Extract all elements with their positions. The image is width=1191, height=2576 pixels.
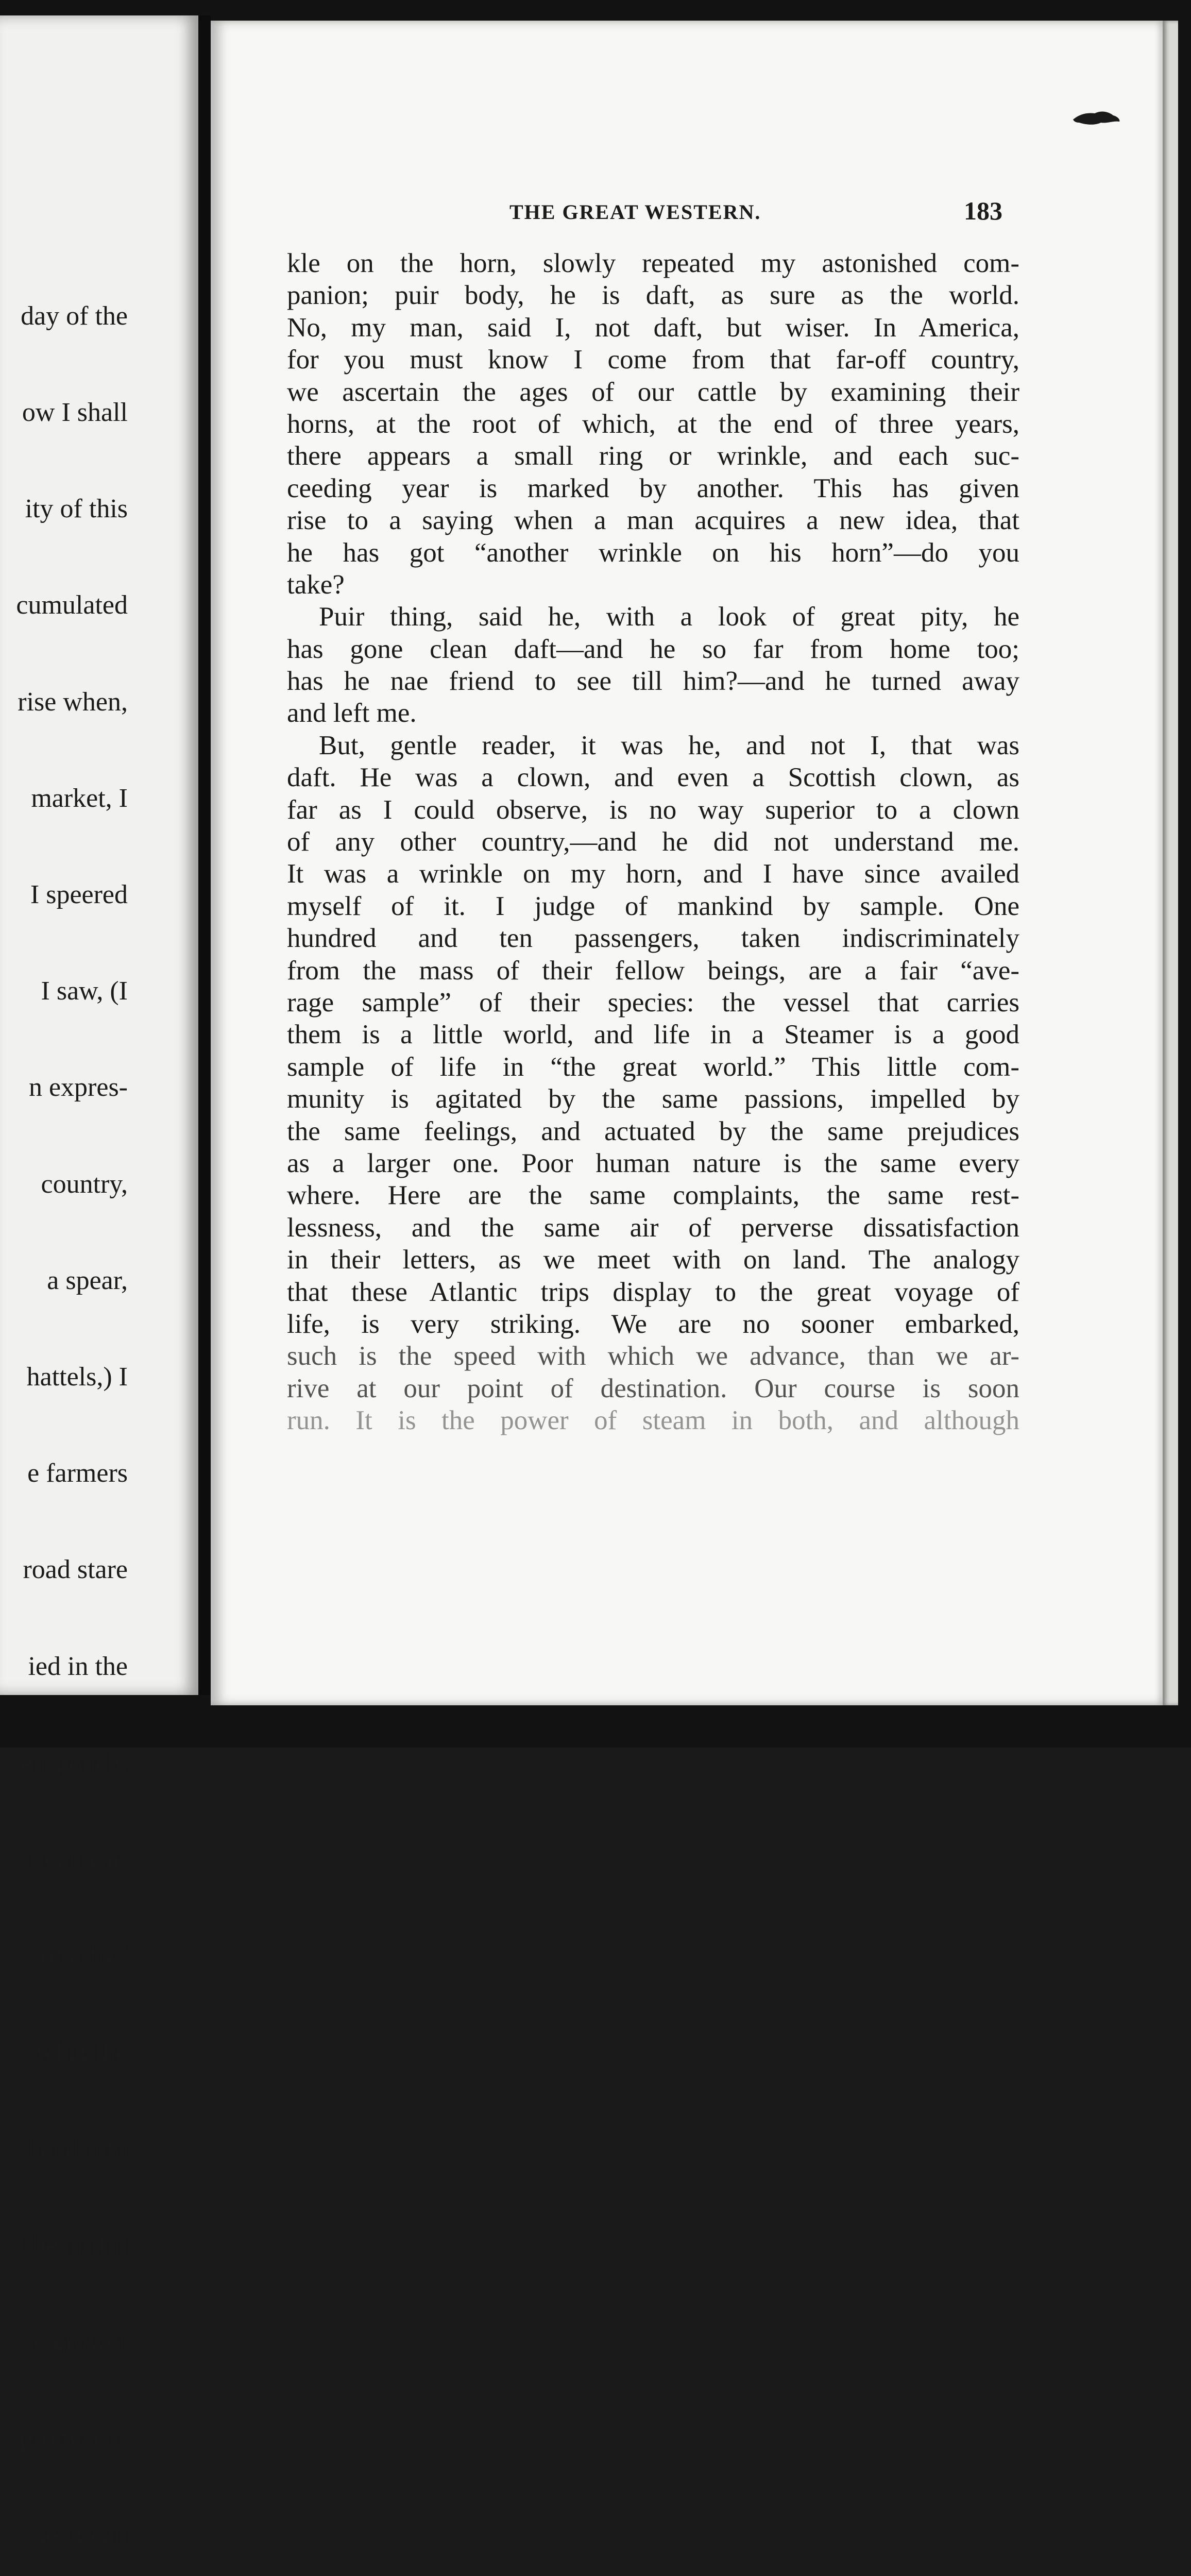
- text-line: kle on the horn, slowly repeated my astonished com-: [287, 248, 1019, 278]
- book-page: [211, 21, 1163, 1705]
- text-line: the same feelings, and actuated by the same prejudices: [287, 1116, 1019, 1146]
- facing-line: I saw, (I: [41, 976, 128, 1006]
- facing-line: hattels,) I: [26, 1362, 128, 1392]
- page-body: [287, 247, 1019, 1436]
- text-line: and left me.: [287, 698, 417, 728]
- facing-line: hand into: [27, 2133, 128, 2163]
- facing-page: [0, 15, 198, 2549]
- text-line: daft. He was a clown, and even a Scottish clown, as: [287, 762, 1019, 793]
- text-line: as a larger one. Poor human nature is the same every: [287, 1148, 1019, 1178]
- text-line: sample of life in “the great world.” This little com-: [287, 1052, 1019, 1082]
- text-line: he has got “another wrinkle on his horn”—do you: [287, 537, 1019, 568]
- text-line: lessness, and the same air of perverse dissatisfaction: [287, 1212, 1019, 1243]
- text-line: them is a little world, and life in a Steamer is a good: [287, 1020, 1019, 1050]
- text-line: myself of it. I judge of mankind by sample. One: [287, 891, 1019, 921]
- text-line: Puir thing, said he, with a look of great pity, he: [319, 602, 1019, 632]
- text-line: horns, at the root of which, at the end of three years,: [287, 409, 1019, 439]
- page-number: 183: [964, 196, 1002, 225]
- text-line: No, my man, said I, not daft, but wiser. In America,: [287, 312, 1019, 343]
- text-line: that these Atlantic trips display to the great voyage of: [287, 1277, 1019, 1307]
- text-line: panion; puir body, he is daft, as sure as the world.: [287, 280, 1019, 311]
- text-line: in their letters, as we meet with on land. The analogy: [287, 1245, 1019, 1275]
- facing-line: as it can: [40, 2519, 128, 2549]
- page-header: [211, 196, 1163, 231]
- facing-line: cumulated: [16, 590, 128, 620]
- text-line: such is the speed with which we advance, than we ar-: [287, 1341, 1019, 1371]
- facing-line: n expres-: [28, 1073, 128, 1103]
- text-line: munity is agitated by the same passions, impelled by: [287, 1084, 1019, 1114]
- text-line: ceeding year is marked by another. This has given: [287, 473, 1019, 503]
- facing-line: promiscu-: [19, 2423, 128, 2453]
- text-line: we ascertain the ages of our cattle by examining their: [287, 377, 1019, 407]
- facing-line: of a fiz": [41, 1941, 128, 1971]
- facing-line: eir pouch,: [21, 1748, 128, 1777]
- text-line: run. It is the power of steam in both, and although: [287, 1405, 1019, 1436]
- text-line: hundred and ten passengers, taken indiscriminately: [287, 923, 1019, 954]
- facing-line: market, I: [31, 783, 128, 813]
- text-line: has gone clean daft—and he so far from home too;: [287, 634, 1019, 664]
- text-line: has he nae friend to see till him?—and he turned away: [287, 666, 1019, 697]
- text-line: It was a wrinkle on my horn, and I have since availed: [287, 859, 1019, 889]
- text-line: from the mass of their fellow beings, are a fair “ave-: [287, 955, 1019, 986]
- facing-line: rican ear,: [29, 1844, 128, 1874]
- facing-line: a spear,: [47, 1265, 128, 1295]
- text-line: rise to a saying when a man acquires a new idea, that: [287, 505, 1019, 536]
- facing-line: I speered: [30, 880, 128, 910]
- facing-line: -what the: [27, 2037, 128, 2067]
- facing-line: road stare: [23, 1555, 128, 1585]
- facing-page-text: [16, 236, 128, 2576]
- text-line: take?: [287, 569, 345, 600]
- page-edge: [1163, 21, 1178, 1705]
- facing-line: ow I shall: [22, 398, 128, 428]
- running-head: THE GREAT WESTERN.: [509, 200, 761, 224]
- text-line: of any other country,—and he did not understand me.: [287, 827, 1019, 857]
- facing-line: ied in the: [28, 1651, 128, 1681]
- text-line: far as I could observe, is no way superior to a clown: [287, 794, 1019, 825]
- text-line: life, is very striking. We are no sooner embarked,: [287, 1309, 1019, 1339]
- facing-line: f beautiful: [16, 2230, 128, 2260]
- text-line: rive at our point of destination. Our course is soon: [287, 1373, 1019, 1403]
- facing-line: day of the: [21, 301, 128, 331]
- facing-line: e farmers: [27, 1459, 128, 1488]
- facing-line: e grower: [33, 2327, 128, 2357]
- ink-blot-ornament: [1072, 108, 1121, 129]
- book-gutter: [198, 15, 211, 1695]
- text-line: where. Here are the same complaints, the same rest-: [287, 1180, 1019, 1211]
- text-line: there appears a small ring or wrinkle, and each suc-: [287, 441, 1019, 471]
- text-line: rage sample” of their species: the vessel that carries: [287, 987, 1019, 1018]
- facing-line: country,: [41, 1169, 128, 1199]
- text-line: But, gentle reader, it was he, and not I, that was: [319, 730, 1019, 760]
- facing-line: ity of this: [25, 494, 128, 524]
- text-line: for you must know I come from that far-off country,: [287, 345, 1019, 375]
- facing-line: rise when,: [18, 687, 128, 717]
